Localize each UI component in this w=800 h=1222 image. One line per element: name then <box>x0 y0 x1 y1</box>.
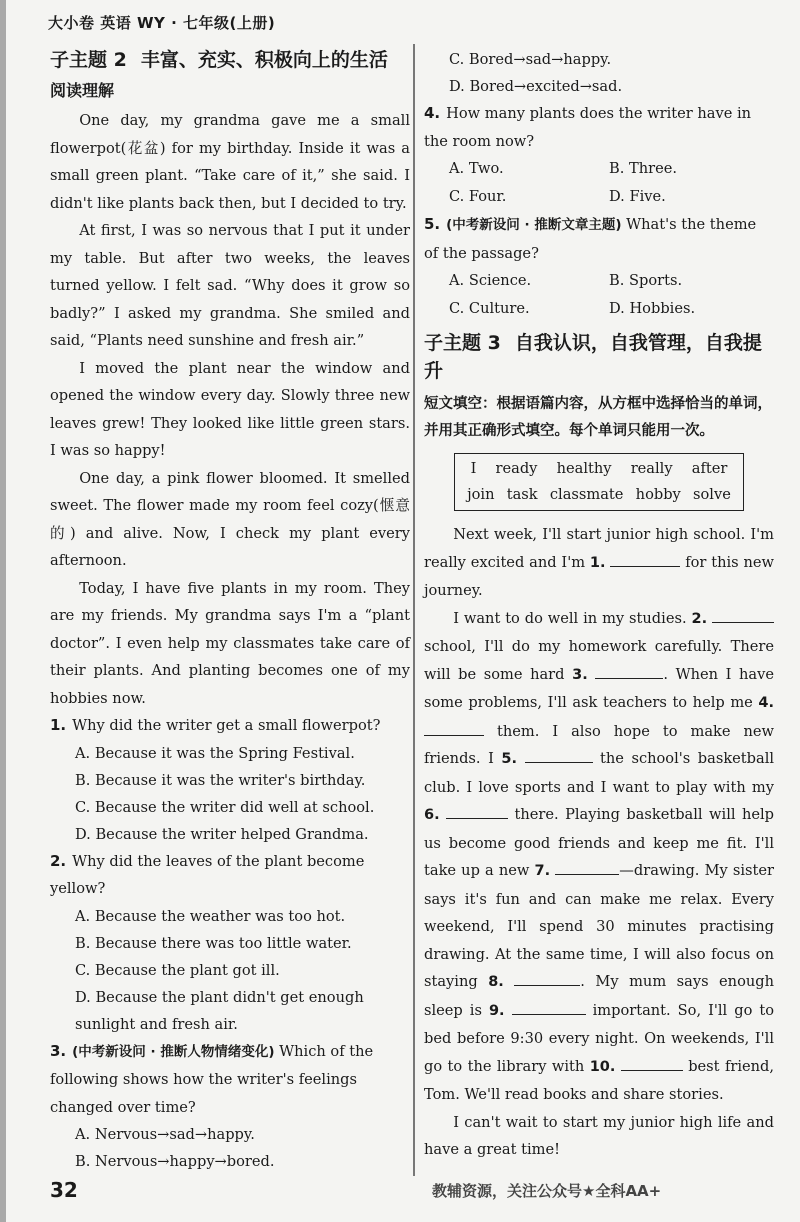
option-row <box>424 267 774 295</box>
cloze-paragraph: I want to do well in my studies. 2. school, I'll do my homework carefully. There will be some hard 3. . When I have some problems, I'll ask teachers to help me 4. them. I also hope to make new friends. I 5. the school's basketball club. I love sports and I want to play with my 6. there. Playing basketball will help us become good friends and keep me fit. I'll take up a new 7. —drawing. My sister says it's fun and can make me relax. Every weekend, I'll spend 30 minutes practising drawing. At the same time, I will also focus on staying 8. . My mum says enough sleep is 9. important. So, I'll go to bed before 9:30 every night. On weekends, I'll go to the library with 10. best friend, Tom. We'll read books and share stories. <box>424 609 775 1103</box>
question-number: 3. <box>50 1041 67 1060</box>
section-title: 阅读理解 <box>50 81 115 100</box>
option[interactable]: B. Sports. <box>609 272 683 289</box>
question-4 <box>424 100 774 211</box>
question-number: 5. <box>424 215 441 233</box>
option[interactable]: D. Bored→excited→sad. <box>449 78 623 95</box>
option[interactable]: C. Because the plant got ill. <box>75 961 280 979</box>
blank-number: 7. <box>534 863 551 879</box>
option-row <box>424 183 774 211</box>
word: ready <box>495 460 538 477</box>
question-text: Why did the writer get a small flowerpot? <box>72 717 381 734</box>
word: I <box>470 460 477 477</box>
passage-paragraph: Today, I have five plants in my room. They are my friends. My grandma says I'm a “plant doctor”. I even help my classmates take care of their plants. And planting becomes one of my hobbies now. <box>50 579 410 707</box>
blank-9[interactable] <box>512 1000 586 1015</box>
column-divider <box>413 44 415 1176</box>
page-edge-shadow <box>0 0 6 1222</box>
option[interactable]: A. Because the weather was too hot. <box>75 907 346 925</box>
blank-7[interactable] <box>555 860 619 875</box>
blank-6[interactable] <box>446 804 508 819</box>
right-column <box>424 46 774 1164</box>
blank-5[interactable] <box>525 748 593 763</box>
passage-paragraph: At first, I was so nervous that I put it under my table. But after two weeks, the leaves turned yellow. I felt sad. “Why does it grow so badly?” I asked my grandma. She smiled and said, “Plants need sunshine and fresh air.” <box>50 222 410 349</box>
blank-number: 10. <box>589 1058 616 1075</box>
blank-number: 3. <box>572 666 588 683</box>
word: solve <box>693 486 731 503</box>
subtopic-label: 子主题 2 <box>50 49 127 71</box>
word: healthy <box>556 460 612 477</box>
subtopic-2-heading <box>50 46 410 74</box>
question-tag: (中考新设问 · 推断文章主题) <box>446 217 622 233</box>
option-row <box>424 155 774 183</box>
subtopic-title: 丰富、充实、积极向上的生活 <box>140 49 388 71</box>
word-row <box>461 482 737 508</box>
option[interactable]: D. Five. <box>609 188 666 205</box>
question-number: 1. <box>50 716 67 734</box>
question-text: Why did the leaves of the plant become yellow? <box>50 852 365 897</box>
option[interactable]: B. Because it was the writer's birthday. <box>75 771 366 789</box>
question-text: How many plants does the writer have in the room now? <box>424 105 752 150</box>
subtopic-label: 子主题 3 <box>424 332 501 354</box>
blank-number: 6. <box>424 807 440 823</box>
cloze-paragraph: I can't wait to start my junior high life and have a great time! <box>424 1113 774 1158</box>
blank-8[interactable] <box>514 971 580 986</box>
word: join <box>467 486 495 503</box>
question-text: Which of the following shows how the writer's feelings changed over time? <box>50 1042 374 1116</box>
page-number: 32 <box>50 1178 78 1202</box>
option[interactable]: D. Because the writer helped Grandma. <box>75 825 369 843</box>
book-header: 大小卷 英语 WY · 七年级(上册) <box>48 14 276 32</box>
option[interactable]: A. Science. <box>449 272 532 289</box>
option[interactable]: A. Because it was the Spring Festival. <box>75 744 355 762</box>
blank-number: 1. <box>589 554 606 571</box>
blank-4[interactable] <box>424 721 484 736</box>
blank-number: 5. <box>501 751 517 767</box>
option[interactable]: C. Culture. <box>449 300 530 317</box>
question-3 <box>50 1038 410 1176</box>
option[interactable]: B. Nervous→happy→bored. <box>75 1153 275 1170</box>
blank-10[interactable] <box>621 1056 683 1071</box>
blank-number: 8. <box>488 974 504 990</box>
subtopic-title: 自我认识，自我管理，自我提升 <box>424 332 762 382</box>
passage-paragraph: I moved the plant near the window and opened the window every day. Slowly three new leaves grew! They looked like little green stars. I was so happy! <box>50 359 410 459</box>
word: task <box>506 486 538 503</box>
option[interactable]: D. Hobbies. <box>609 300 696 317</box>
option[interactable]: D. Because the plant didn't get enough sunlight and fresh air. <box>75 988 364 1033</box>
option[interactable]: C. Bored→sad→happy. <box>449 51 612 68</box>
passage-paragraph: One day, my grandma gave me a small flowerpot(花盆) for my birthday. Inside it was a small green plant. “Take care of it,” she said. I didn't like plants back then, but I decided to try. <box>50 112 410 212</box>
question-1 <box>50 712 410 848</box>
blank-number: 4. <box>758 695 774 711</box>
word-box <box>454 453 744 511</box>
word-row <box>461 456 737 482</box>
cloze-paragraph: Next week, I'll start junior high school. I'm really excited and I'm 1. for this new journey. <box>424 526 775 599</box>
word: after <box>691 460 728 477</box>
blank-1[interactable] <box>610 552 680 567</box>
option[interactable]: C. Four. <box>449 188 507 205</box>
question-2 <box>50 848 410 1038</box>
left-column <box>50 46 410 1175</box>
question-number: 2. <box>50 851 67 870</box>
word: hobby <box>635 486 681 503</box>
blank-number: 9. <box>488 1002 505 1019</box>
question-text: What's the theme of the passage? <box>424 216 757 262</box>
cloze-instruction: 短文填空：根据语篇内容，从方框中选择恰当的单词，并用其正确形式填空。每个单词只能用一次。 <box>424 396 772 439</box>
blank-number: 2. <box>691 610 708 627</box>
footer-note: 教辅资源，关注公众号★全科AA+ <box>432 1182 662 1200</box>
option-row <box>424 295 774 323</box>
blank-2[interactable] <box>712 608 774 623</box>
question-tag: (中考新设问 · 推断人物情绪变化) <box>72 1043 275 1060</box>
option[interactable]: A. Two. <box>449 160 504 177</box>
option[interactable]: A. Nervous→sad→happy. <box>75 1126 255 1143</box>
subtopic-3-heading <box>424 329 774 385</box>
option[interactable]: C. Because the writer did well at school. <box>75 798 375 816</box>
option[interactable]: B. Three. <box>609 160 678 177</box>
question-number: 4. <box>424 104 441 122</box>
word: classmate <box>549 486 624 503</box>
blank-3[interactable] <box>595 664 663 679</box>
option[interactable]: B. Because there was too little water. <box>75 934 352 952</box>
question-5 <box>424 211 774 323</box>
word: really <box>630 460 673 477</box>
passage-paragraph: One day, a pink flower bloomed. It smelled sweet. The flower made my room feel cozy(惬意的) and alive. Now, I check my plant every afternoon. <box>50 469 410 569</box>
